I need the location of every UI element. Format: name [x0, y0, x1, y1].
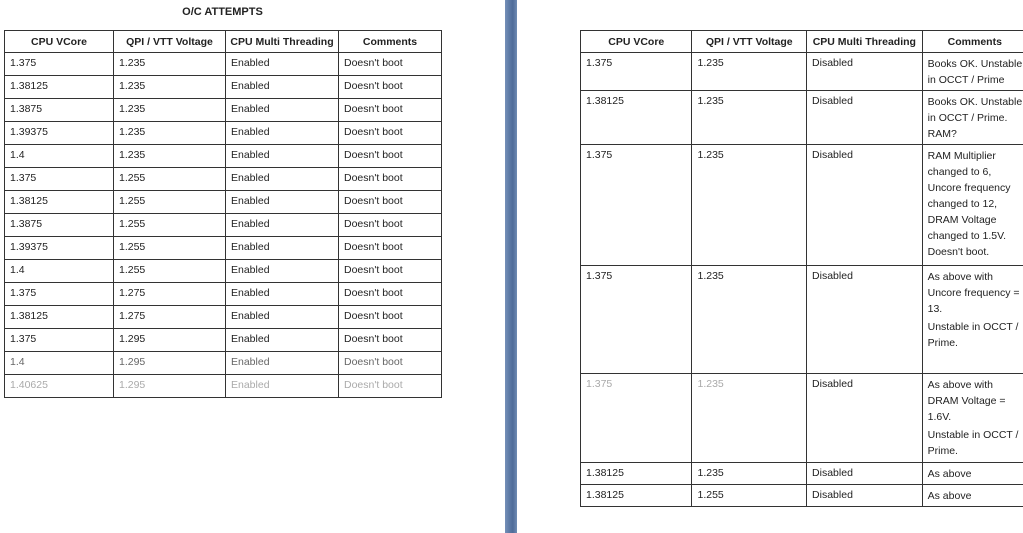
table-row: [5, 214, 442, 237]
cell-qpi-vtt-voltage: 1.275: [114, 306, 226, 329]
cell-comments: [922, 266, 1023, 374]
table-row: [5, 191, 442, 214]
cell-cpu-multi-threading: Disabled: [807, 53, 923, 91]
cell-cpu-multi-threading: Disabled: [807, 485, 923, 507]
document-page-right: [517, 0, 1023, 533]
cell-qpi-vtt-voltage: 1.255: [114, 237, 226, 260]
cell-comments: Doesn't boot: [339, 375, 442, 398]
cell-cpu-vcore: 1.39375: [5, 237, 114, 260]
table-row: [5, 306, 442, 329]
cell-cpu-vcore: 1.4: [5, 145, 114, 168]
cell-cpu-multi-threading: Enabled: [226, 237, 339, 260]
table-row: [581, 485, 1023, 507]
cell-cpu-multi-threading: Enabled: [226, 329, 339, 352]
cell-comments: Doesn't boot: [339, 214, 442, 237]
table-row: [5, 329, 442, 352]
cell-cpu-vcore: 1.375: [581, 53, 692, 91]
cell-qpi-vtt-voltage: 1.275: [114, 283, 226, 306]
cell-cpu-vcore: 1.375: [5, 283, 114, 306]
cell-comments: Doesn't boot: [339, 145, 442, 168]
cell-qpi-vtt-voltage: 1.295: [114, 352, 226, 375]
cell-cpu-vcore: 1.38125: [581, 485, 692, 507]
cell-comments: Doesn't boot: [339, 237, 442, 260]
comment-paragraph: As above: [927, 490, 972, 502]
table-row: [5, 53, 442, 76]
cell-comments: [922, 91, 1023, 145]
comment-paragraph: RAM Multiplier changed to 6, Uncore frequency changed to 12, DRAM Voltage changed to 1.5V. Doesn't boot.: [927, 150, 1011, 258]
cell-cpu-multi-threading: Disabled: [807, 145, 923, 266]
cell-cpu-multi-threading: Enabled: [226, 191, 339, 214]
cell-comments: Doesn't boot: [339, 191, 442, 214]
cell-comments: Doesn't boot: [339, 168, 442, 191]
cell-qpi-vtt-voltage: 1.235: [114, 99, 226, 122]
cell-comments: Doesn't boot: [339, 99, 442, 122]
table-row: [5, 76, 442, 99]
cell-cpu-multi-threading: Disabled: [807, 91, 923, 145]
table-row: [581, 145, 1023, 266]
cell-cpu-vcore: 1.4: [5, 352, 114, 375]
header-row: [581, 31, 1023, 53]
comment-paragraph: As above: [927, 468, 972, 480]
comment-paragraph: Unstable in OCCT / Prime.: [927, 429, 1019, 457]
cell-cpu-multi-threading: Enabled: [226, 168, 339, 191]
cell-comments: Doesn't boot: [339, 76, 442, 99]
cell-cpu-multi-threading: Enabled: [226, 306, 339, 329]
cell-qpi-vtt-voltage: 1.255: [114, 214, 226, 237]
cell-qpi-vtt-voltage: 1.235: [692, 91, 807, 145]
cell-qpi-vtt-voltage: 1.235: [692, 374, 807, 463]
cell-comments: Doesn't boot: [339, 260, 442, 283]
table-row: [5, 122, 442, 145]
cell-comments: Doesn't boot: [339, 306, 442, 329]
comment-paragraph: As above with Uncore frequency = 13.: [927, 271, 1020, 315]
cell-cpu-vcore: 1.375: [5, 168, 114, 191]
table-row: [5, 99, 442, 122]
table-row: [581, 91, 1023, 145]
document-page-left: [0, 0, 505, 533]
cell-cpu-vcore: 1.38125: [5, 191, 114, 214]
cell-qpi-vtt-voltage: 1.235: [114, 122, 226, 145]
table-row: [5, 145, 442, 168]
cell-cpu-multi-threading: Enabled: [226, 214, 339, 237]
comment-paragraph: As above with DRAM Voltage = 1.6V.: [927, 379, 1006, 423]
cell-cpu-multi-threading: Enabled: [226, 99, 339, 122]
cell-cpu-multi-threading: Disabled: [807, 266, 923, 374]
col-header-qpi-vtt-voltage: QPI / VTT Voltage: [692, 31, 807, 53]
cell-comments: Doesn't boot: [339, 53, 442, 76]
comment-paragraph: Books OK. Unstable in OCCT / Prime: [927, 58, 1023, 86]
cell-comments: Doesn't boot: [339, 122, 442, 145]
cell-comments: [922, 374, 1023, 463]
cell-cpu-vcore: 1.39375: [5, 122, 114, 145]
cell-comments: [922, 145, 1023, 266]
cell-cpu-vcore: 1.375: [5, 53, 114, 76]
cell-qpi-vtt-voltage: 1.255: [692, 485, 807, 507]
page-divider: [505, 0, 517, 533]
cell-cpu-multi-threading: Disabled: [807, 374, 923, 463]
comment-paragraph: Books OK. Unstable in OCCT / Prime. RAM?: [927, 96, 1023, 140]
cell-cpu-multi-threading: Enabled: [226, 283, 339, 306]
table-row: [5, 283, 442, 306]
cell-cpu-vcore: 1.38125: [581, 463, 692, 485]
cell-cpu-vcore: 1.3875: [5, 99, 114, 122]
cell-cpu-vcore: 1.375: [581, 145, 692, 266]
cell-comments: [922, 53, 1023, 91]
cell-cpu-vcore: 1.375: [581, 374, 692, 463]
cell-qpi-vtt-voltage: 1.235: [692, 53, 807, 91]
cell-comments: Doesn't boot: [339, 283, 442, 306]
cell-cpu-multi-threading: Enabled: [226, 375, 339, 398]
table-row: [581, 266, 1023, 374]
cell-cpu-multi-threading: Enabled: [226, 122, 339, 145]
cell-qpi-vtt-voltage: 1.255: [114, 191, 226, 214]
col-header-comments: Comments: [922, 31, 1023, 53]
cell-cpu-multi-threading: Enabled: [226, 53, 339, 76]
cell-cpu-multi-threading: Enabled: [226, 76, 339, 99]
cell-qpi-vtt-voltage: 1.235: [692, 266, 807, 374]
cell-cpu-vcore: 1.38125: [581, 91, 692, 145]
page-title: O/C ATTEMPTS: [182, 6, 263, 18]
cell-qpi-vtt-voltage: 1.255: [114, 168, 226, 191]
cell-cpu-vcore: 1.38125: [5, 306, 114, 329]
header-row: [5, 31, 442, 53]
cell-qpi-vtt-voltage: 1.295: [114, 329, 226, 352]
cell-cpu-vcore: 1.375: [581, 266, 692, 374]
cell-comments: Doesn't boot: [339, 352, 442, 375]
cell-qpi-vtt-voltage: 1.235: [692, 145, 807, 266]
cell-cpu-vcore: 1.40625: [5, 375, 114, 398]
table-row: [5, 352, 442, 375]
col-header-qpi-vtt-voltage: QPI / VTT Voltage: [114, 31, 226, 53]
cell-cpu-vcore: 1.38125: [5, 76, 114, 99]
cell-cpu-multi-threading: Enabled: [226, 352, 339, 375]
table-row: [5, 237, 442, 260]
cell-comments: Doesn't boot: [339, 329, 442, 352]
comment-paragraph: Unstable in OCCT / Prime.: [927, 321, 1019, 349]
oc-attempts-table-enabled: [4, 30, 442, 398]
table-row: [5, 260, 442, 283]
cell-cpu-multi-threading: Enabled: [226, 145, 339, 168]
table-row: [581, 463, 1023, 485]
cell-cpu-vcore: 1.375: [5, 329, 114, 352]
col-header-cpu-vcore: CPU VCore: [581, 31, 692, 53]
table-row: [581, 374, 1023, 463]
col-header-comments: Comments: [339, 31, 442, 53]
cell-qpi-vtt-voltage: 1.235: [692, 463, 807, 485]
cell-qpi-vtt-voltage: 1.235: [114, 76, 226, 99]
col-header-cpu-multi-threading: CPU Multi Threading: [807, 31, 923, 53]
col-header-cpu-vcore: CPU VCore: [5, 31, 114, 53]
cell-qpi-vtt-voltage: 1.235: [114, 53, 226, 76]
cell-cpu-multi-threading: Enabled: [226, 260, 339, 283]
table-row: [5, 375, 442, 398]
cell-comments: [922, 485, 1023, 507]
oc-attempts-table-disabled: [580, 30, 1023, 507]
cell-qpi-vtt-voltage: 1.295: [114, 375, 226, 398]
table-row: [581, 53, 1023, 91]
cell-cpu-vcore: 1.4: [5, 260, 114, 283]
table-row: [5, 168, 442, 191]
cell-qpi-vtt-voltage: 1.235: [114, 145, 226, 168]
cell-qpi-vtt-voltage: 1.255: [114, 260, 226, 283]
cell-cpu-multi-threading: Disabled: [807, 463, 923, 485]
cell-cpu-vcore: 1.3875: [5, 214, 114, 237]
cell-comments: [922, 463, 1023, 485]
col-header-cpu-multi-threading: CPU Multi Threading: [226, 31, 339, 53]
